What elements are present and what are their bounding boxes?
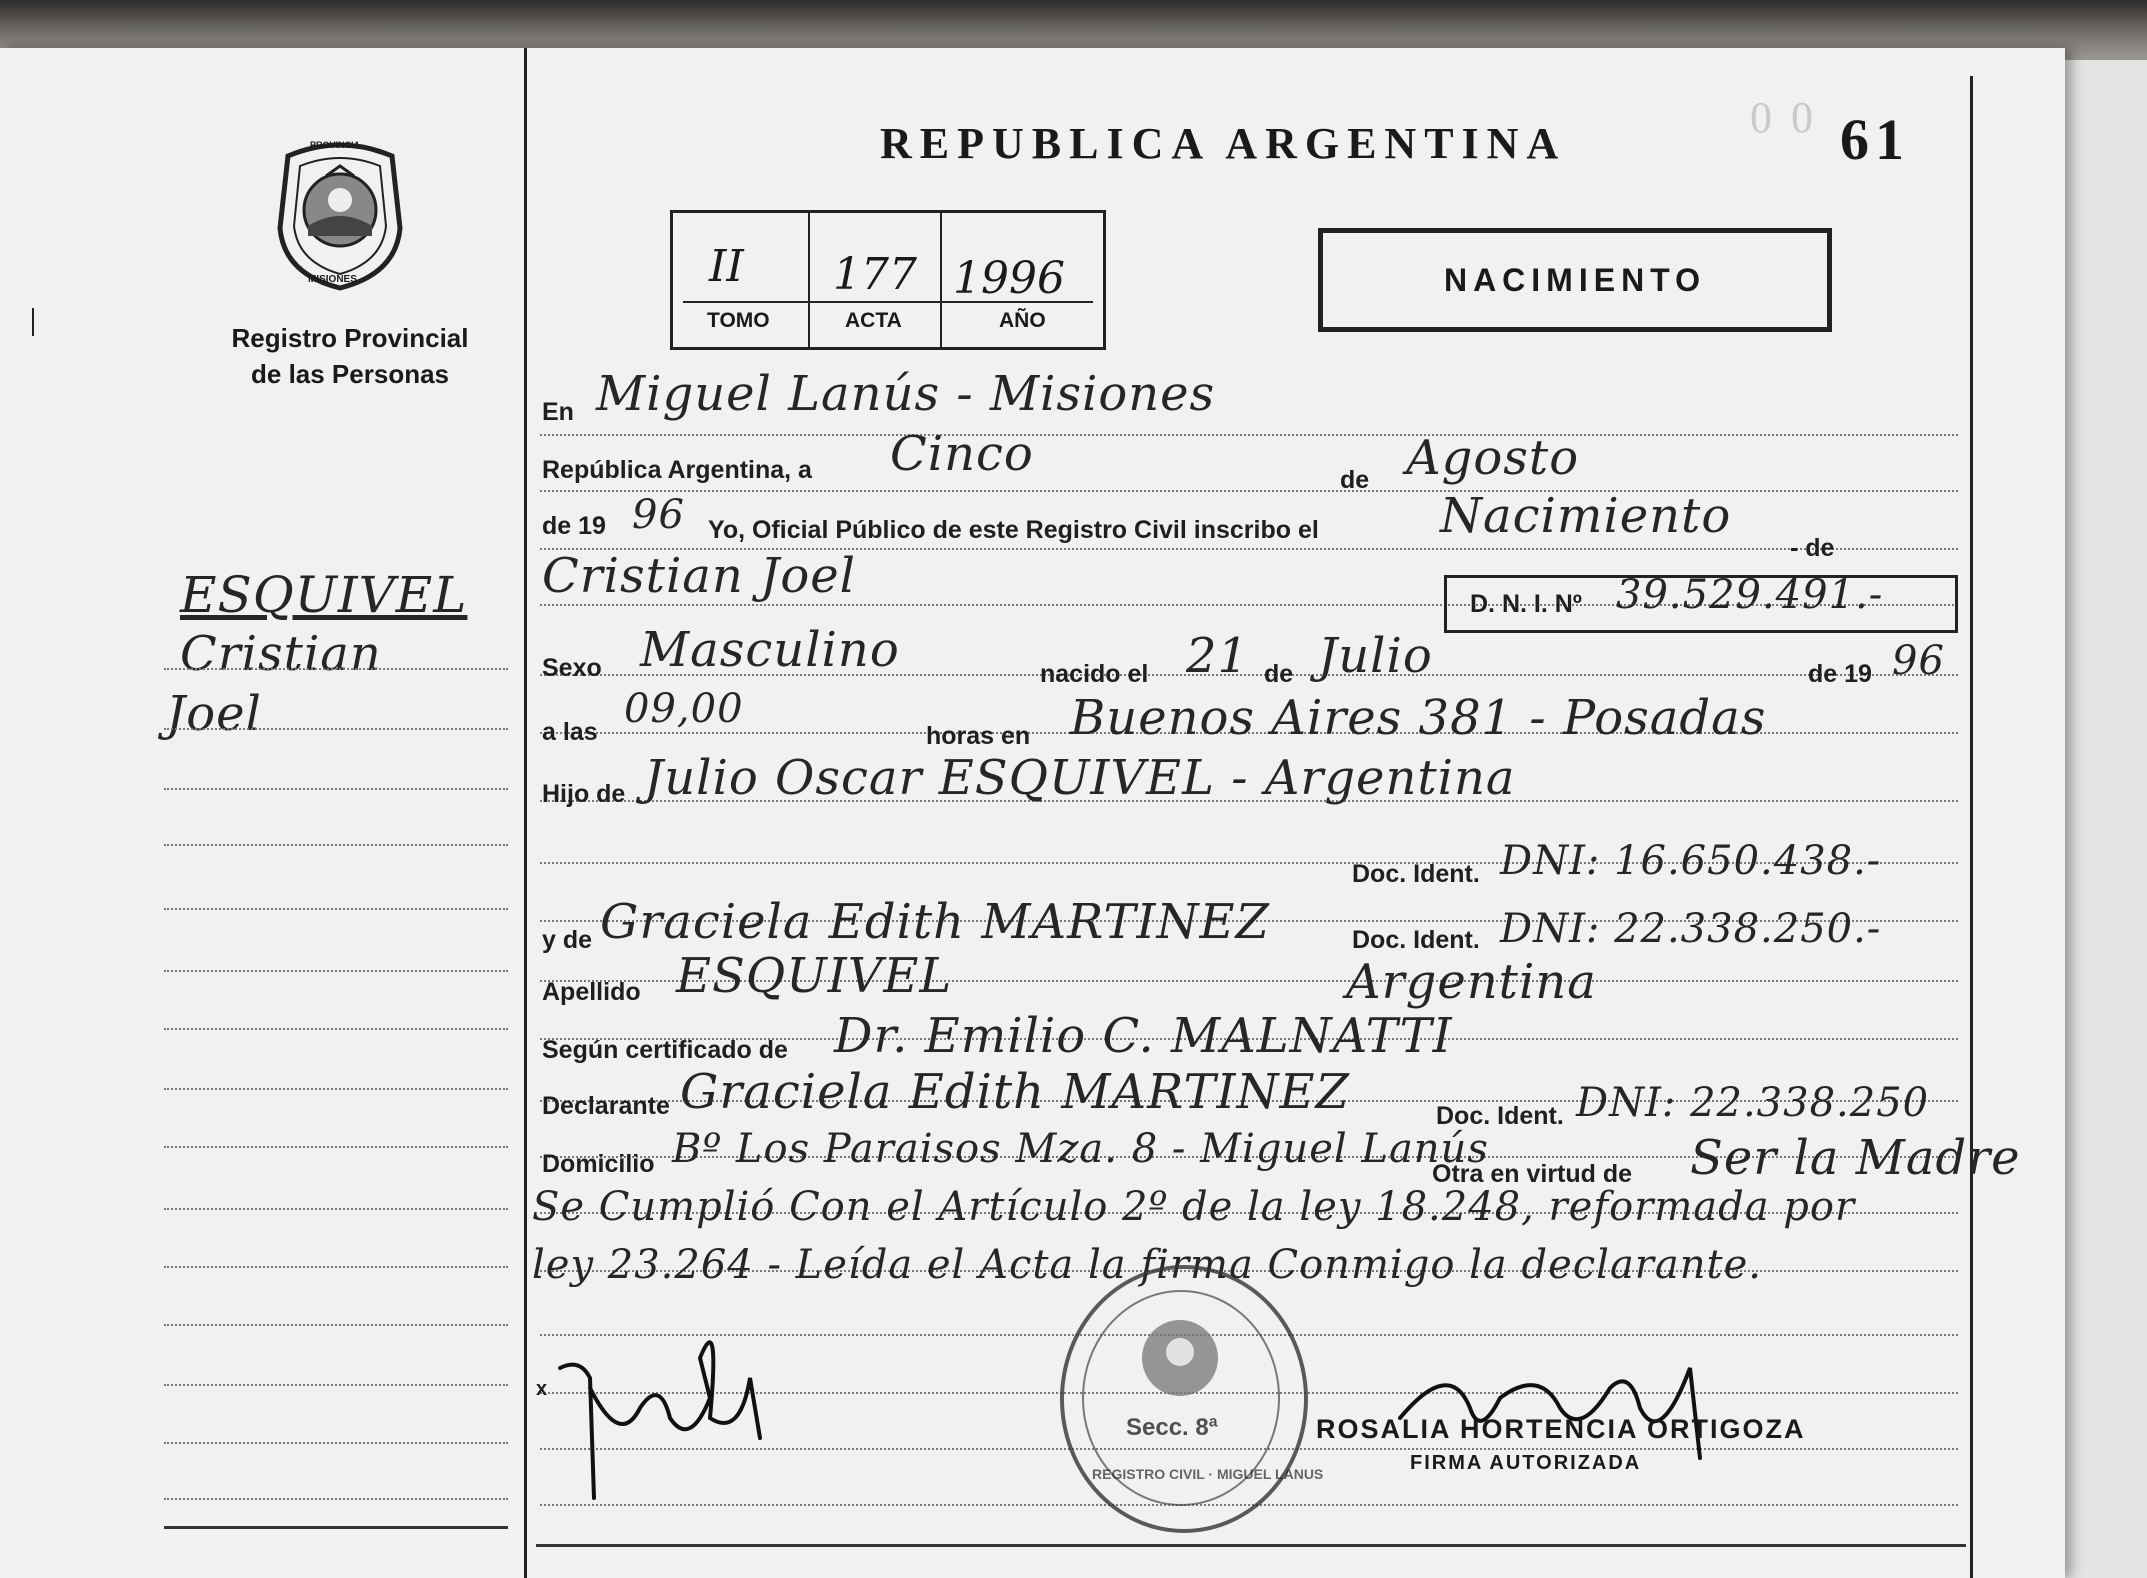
year-suffix: 96 — [632, 492, 685, 538]
de-label-3: de — [1264, 660, 1294, 688]
tomo-value: II — [709, 241, 744, 292]
ano-label: AÑO — [999, 309, 1046, 332]
de-label: de — [1340, 466, 1370, 494]
margin-rule — [164, 970, 508, 972]
margin-middle-name: Joel — [166, 686, 262, 742]
birth-place-value: Buenos Aires 381 - Posadas — [1070, 690, 1767, 746]
stamp-center-text: Secc. 8ª — [1126, 1414, 1218, 1441]
dni-value: 39.529.491.- — [1616, 572, 1884, 618]
margin-rule — [164, 1208, 508, 1210]
document-type-box: NACIMIENTO — [1318, 228, 1832, 332]
form-rule — [540, 434, 1958, 436]
declarante-value: Graciela Edith MARTINEZ — [680, 1064, 1350, 1120]
birth-month-value: Julio — [1318, 628, 1433, 684]
stamp-emblem-icon — [1130, 1308, 1230, 1408]
registry-line-1: Registro Provincial — [231, 323, 469, 353]
doc-label-mother: Doc. Ident. — [1352, 926, 1480, 954]
mother-value: Graciela Edith MARTINEZ — [600, 894, 1270, 950]
note-line-2: ley 23.264 - Leída el Acta la firma Conmigo la declarante. — [532, 1242, 1762, 1288]
otra-label: Otra en virtud de — [1432, 1160, 1633, 1188]
certificado-value: Dr. Emilio C. MALNATTI — [834, 1008, 1453, 1064]
father-doc-value: DNI: 16.650.438.- — [1500, 838, 1882, 884]
acta-label: ACTA — [845, 309, 902, 332]
horas-label: horas en — [926, 722, 1031, 750]
seal-top-text: PROVINCIA — [310, 140, 361, 150]
margin-rule — [164, 668, 508, 670]
margin-rule — [164, 788, 508, 790]
margin-rule — [164, 1266, 508, 1268]
page-number: 61 — [1840, 107, 1910, 172]
province-seal-icon — [268, 136, 412, 292]
doc-label-declarante: Doc. Ident. — [1436, 1102, 1564, 1130]
y-de-label: y de — [542, 926, 593, 954]
margin-rule — [164, 1384, 508, 1386]
margin-bottom-rule — [164, 1526, 508, 1529]
margin-first-name: Cristian — [180, 626, 382, 682]
republica-label: República Argentina, a — [542, 456, 812, 484]
sexo-value: Masculino — [640, 622, 900, 678]
form-bottom-rule — [536, 1544, 1966, 1547]
birth-day-value: 21 — [1186, 628, 1250, 684]
official-signature-icon — [1390, 1348, 1750, 1468]
seal-bottom-text: MISIONES — [308, 274, 357, 285]
margin-surname: ESQUIVEL — [180, 566, 468, 624]
declarant-mark: x — [536, 1378, 548, 1400]
place-value: Miguel Lanús - Misiones — [596, 366, 1216, 422]
domicilio-value: Bº Los Paraisos Mza. 8 - Miguel Lanús — [672, 1126, 1489, 1172]
month-value: Agosto — [1406, 430, 1580, 486]
margin-rule — [164, 1498, 508, 1500]
right-border — [1970, 76, 1973, 1578]
margin-rule — [164, 908, 508, 910]
nacido-label: nacido el — [1040, 660, 1149, 688]
declarant-signature-icon — [550, 1298, 790, 1508]
tomo-label: TOMO — [707, 309, 770, 332]
registry-name — [180, 320, 520, 392]
en-label: En — [542, 398, 574, 426]
official-role: FIRMA AUTORIZADA — [1410, 1452, 1642, 1474]
act-type-value: Nacimiento — [1440, 488, 1732, 544]
doc-label-father: Doc. Ident. — [1352, 860, 1480, 888]
day-words-value: Cinco — [890, 426, 1034, 482]
mother-doc-value: DNI: 22.338.250.- — [1500, 906, 1882, 952]
table-divider — [940, 213, 942, 347]
nationality-value: Argentina — [1346, 954, 1597, 1010]
domicilio-label: Domicilio — [542, 1150, 655, 1178]
de-label-2: - de — [1790, 534, 1835, 562]
margin-divider — [524, 48, 527, 1578]
form-rule — [540, 490, 1958, 492]
official-name: ROSALIA HORTENCIA ORTIGOZA — [1316, 1414, 1806, 1444]
note-line-1: Se Cumplió Con el Artículo 2º de la ley 18.248, reformada por — [532, 1184, 1856, 1230]
margin-rule — [164, 1442, 508, 1444]
otra-value: Ser la Madre — [1690, 1130, 2021, 1186]
declarante-doc-value: DNI: 22.338.250 — [1576, 1080, 1930, 1126]
hijo-label: Hijo de — [542, 780, 626, 808]
birth-certificate-page — [0, 48, 2065, 1578]
sexo-label: Sexo — [542, 654, 602, 682]
table-divider — [808, 213, 810, 347]
margin-rule — [164, 1146, 508, 1148]
faint-page-number: 0 0 — [1750, 93, 1817, 142]
a-las-label: a las — [542, 718, 598, 746]
child-name-value: Cristian Joel — [542, 548, 856, 604]
left-edge-tick — [32, 308, 34, 336]
acta-value: 177 — [833, 249, 917, 300]
page-shadow — [2065, 60, 2147, 1578]
margin-rule — [164, 1088, 508, 1090]
birth-year-suffix: 96 — [1892, 638, 1945, 684]
birth-year-prefix: de 19 — [1808, 660, 1872, 688]
page-title: REPUBLICA ARGENTINA — [880, 119, 1567, 168]
stamp-ring-text: REGISTRO CIVIL · MIGUEL LANUS — [1092, 1466, 1324, 1482]
certificado-label: Según certificado de — [542, 1036, 788, 1064]
ano-value: 1996 — [953, 253, 1065, 304]
record-number-table — [670, 210, 1106, 350]
margin-rule — [164, 728, 508, 730]
apellido-value: ESQUIVEL — [676, 948, 953, 1004]
oficial-text: Yo, Oficial Público de este Registro Civil inscribo el — [708, 516, 1319, 544]
dni-label: D. N. I. Nº — [1470, 590, 1582, 618]
apellido-label: Apellido — [542, 978, 641, 1006]
declarante-label: Declarante — [542, 1092, 670, 1120]
margin-rule — [164, 844, 508, 846]
year-prefix: de 19 — [542, 512, 606, 540]
margin-rule — [164, 1324, 508, 1326]
birth-time-value: 09,00 — [624, 686, 744, 732]
margin-rule — [164, 1028, 508, 1030]
father-value: Julio Oscar ESQUIVEL - Argentina — [644, 750, 1516, 806]
registry-line-2: de las Personas — [251, 359, 449, 389]
